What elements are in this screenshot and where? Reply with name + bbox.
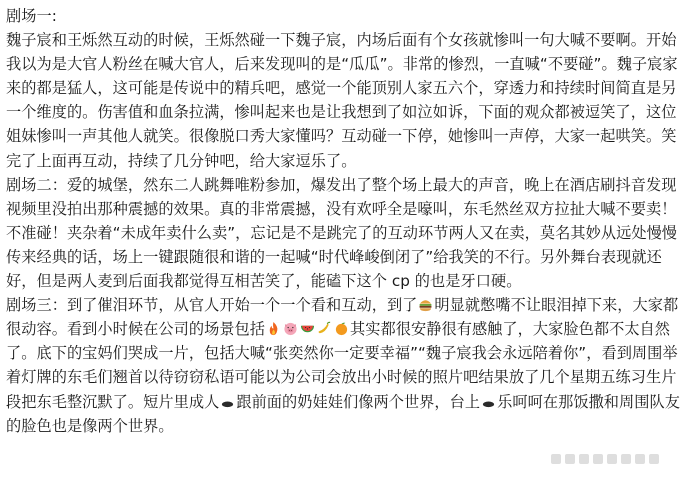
theater-3-text-1: 到了催泪环节，从官人开始一个一个看和互动，到了 <box>66 296 418 315</box>
theater-2-title: 剧场二： <box>6 175 67 194</box>
theater-3-text-5: 乐呵呵在那饭撒和周围队友的脸色也是像两个世界。 <box>6 392 680 435</box>
paragraph-theater-2 <box>6 173 684 293</box>
theater-1-title: 剧场一: <box>6 7 57 25</box>
paragraph-theater-3 <box>6 293 684 438</box>
pepper-icon <box>317 319 332 334</box>
theater-2-text: 爱的城堡，然东二人跳舞唯粉参加，爆发出了整个场上最大的声音，晚上在酒店刷抖音发现视频里没拍出那种震撼的效果。真的非常震撼，没有欢呼全是嚎叫，东毛然丝双方拉扯大喊不要卖！不准碰！夹杂着“未成年卖什么卖”，忘记是不是跳完了的互动环节两人又在卖，莫名其妙从远处慢慢传来经典的话，场上一键跟随很和谐的一起喊“时代峰峻倒闭了”给我笑的不行。另外舞台表现就还好，但是两人麦到后面我都觉得互相苦笑了，能磕下这个 cp 的也是牙口硬。 <box>6 175 678 291</box>
theater-3-text-2: 明显就憋嘴不让眼泪掉下来，大家都很动容。看到小时候在公司的场景包括 <box>6 296 679 339</box>
watermark-logo <box>551 452 671 469</box>
watermark-mark <box>551 452 671 466</box>
dark-dot-icon <box>481 392 496 407</box>
theater-3-title: 剧场三： <box>6 296 67 315</box>
dark-dot-icon <box>220 392 235 407</box>
theater-3-text-4: 跟前面的奶娃娃们像两个世界，台上 <box>236 392 481 411</box>
burger-icon <box>418 295 433 310</box>
orange-icon <box>334 319 349 334</box>
post-body <box>6 4 684 438</box>
paragraph-theater-1 <box>6 4 684 173</box>
theater-1-text: 魏子宸和王烁然互动的时候，王烁然碰一下魏子宸，内场后面有个女孩就惨叫一句大喊不要啊。开始我以为是大官人粉丝在喊大官人，后来发现叫的是“瓜瓜”。非常的惨烈，一直喊“不要碰”。魏子宸家来的都是猛人，这可能是传说中的精兵吧，感觉一个能顶别人家五六个，穿透力和持续时间简直是另一个维度的。伤害值和血条拉满，惨叫起来也是让我想到了如泣如诉，下面的观众都被逗笑了，这位姐妹惨叫一声其他人就笑。很像脱口秀大家懂吗？互动碰一下停，她惨叫一声停，大家一起哄笑。笑完了上面再互动，持续了几分钟吧，给大家逗乐了。 <box>6 31 678 170</box>
fire-icon <box>266 319 281 334</box>
theater-3-text-3: 其实都很安静很有感触了，大家脸色都不太自然了。底下的宝妈们哭成一片，包括大喊“张奕然你一定要幸福”“魏子宸我会永远陪着你”，看到周围举着灯牌的东毛们翘首以待窃窃私语可能以为公司会放出小时候的照片吧结果放了几个星期五练习生片段把东毛整沉默了。短片里成人 <box>6 320 678 411</box>
watermelon-icon <box>300 319 315 334</box>
pig-face-icon <box>283 319 298 334</box>
